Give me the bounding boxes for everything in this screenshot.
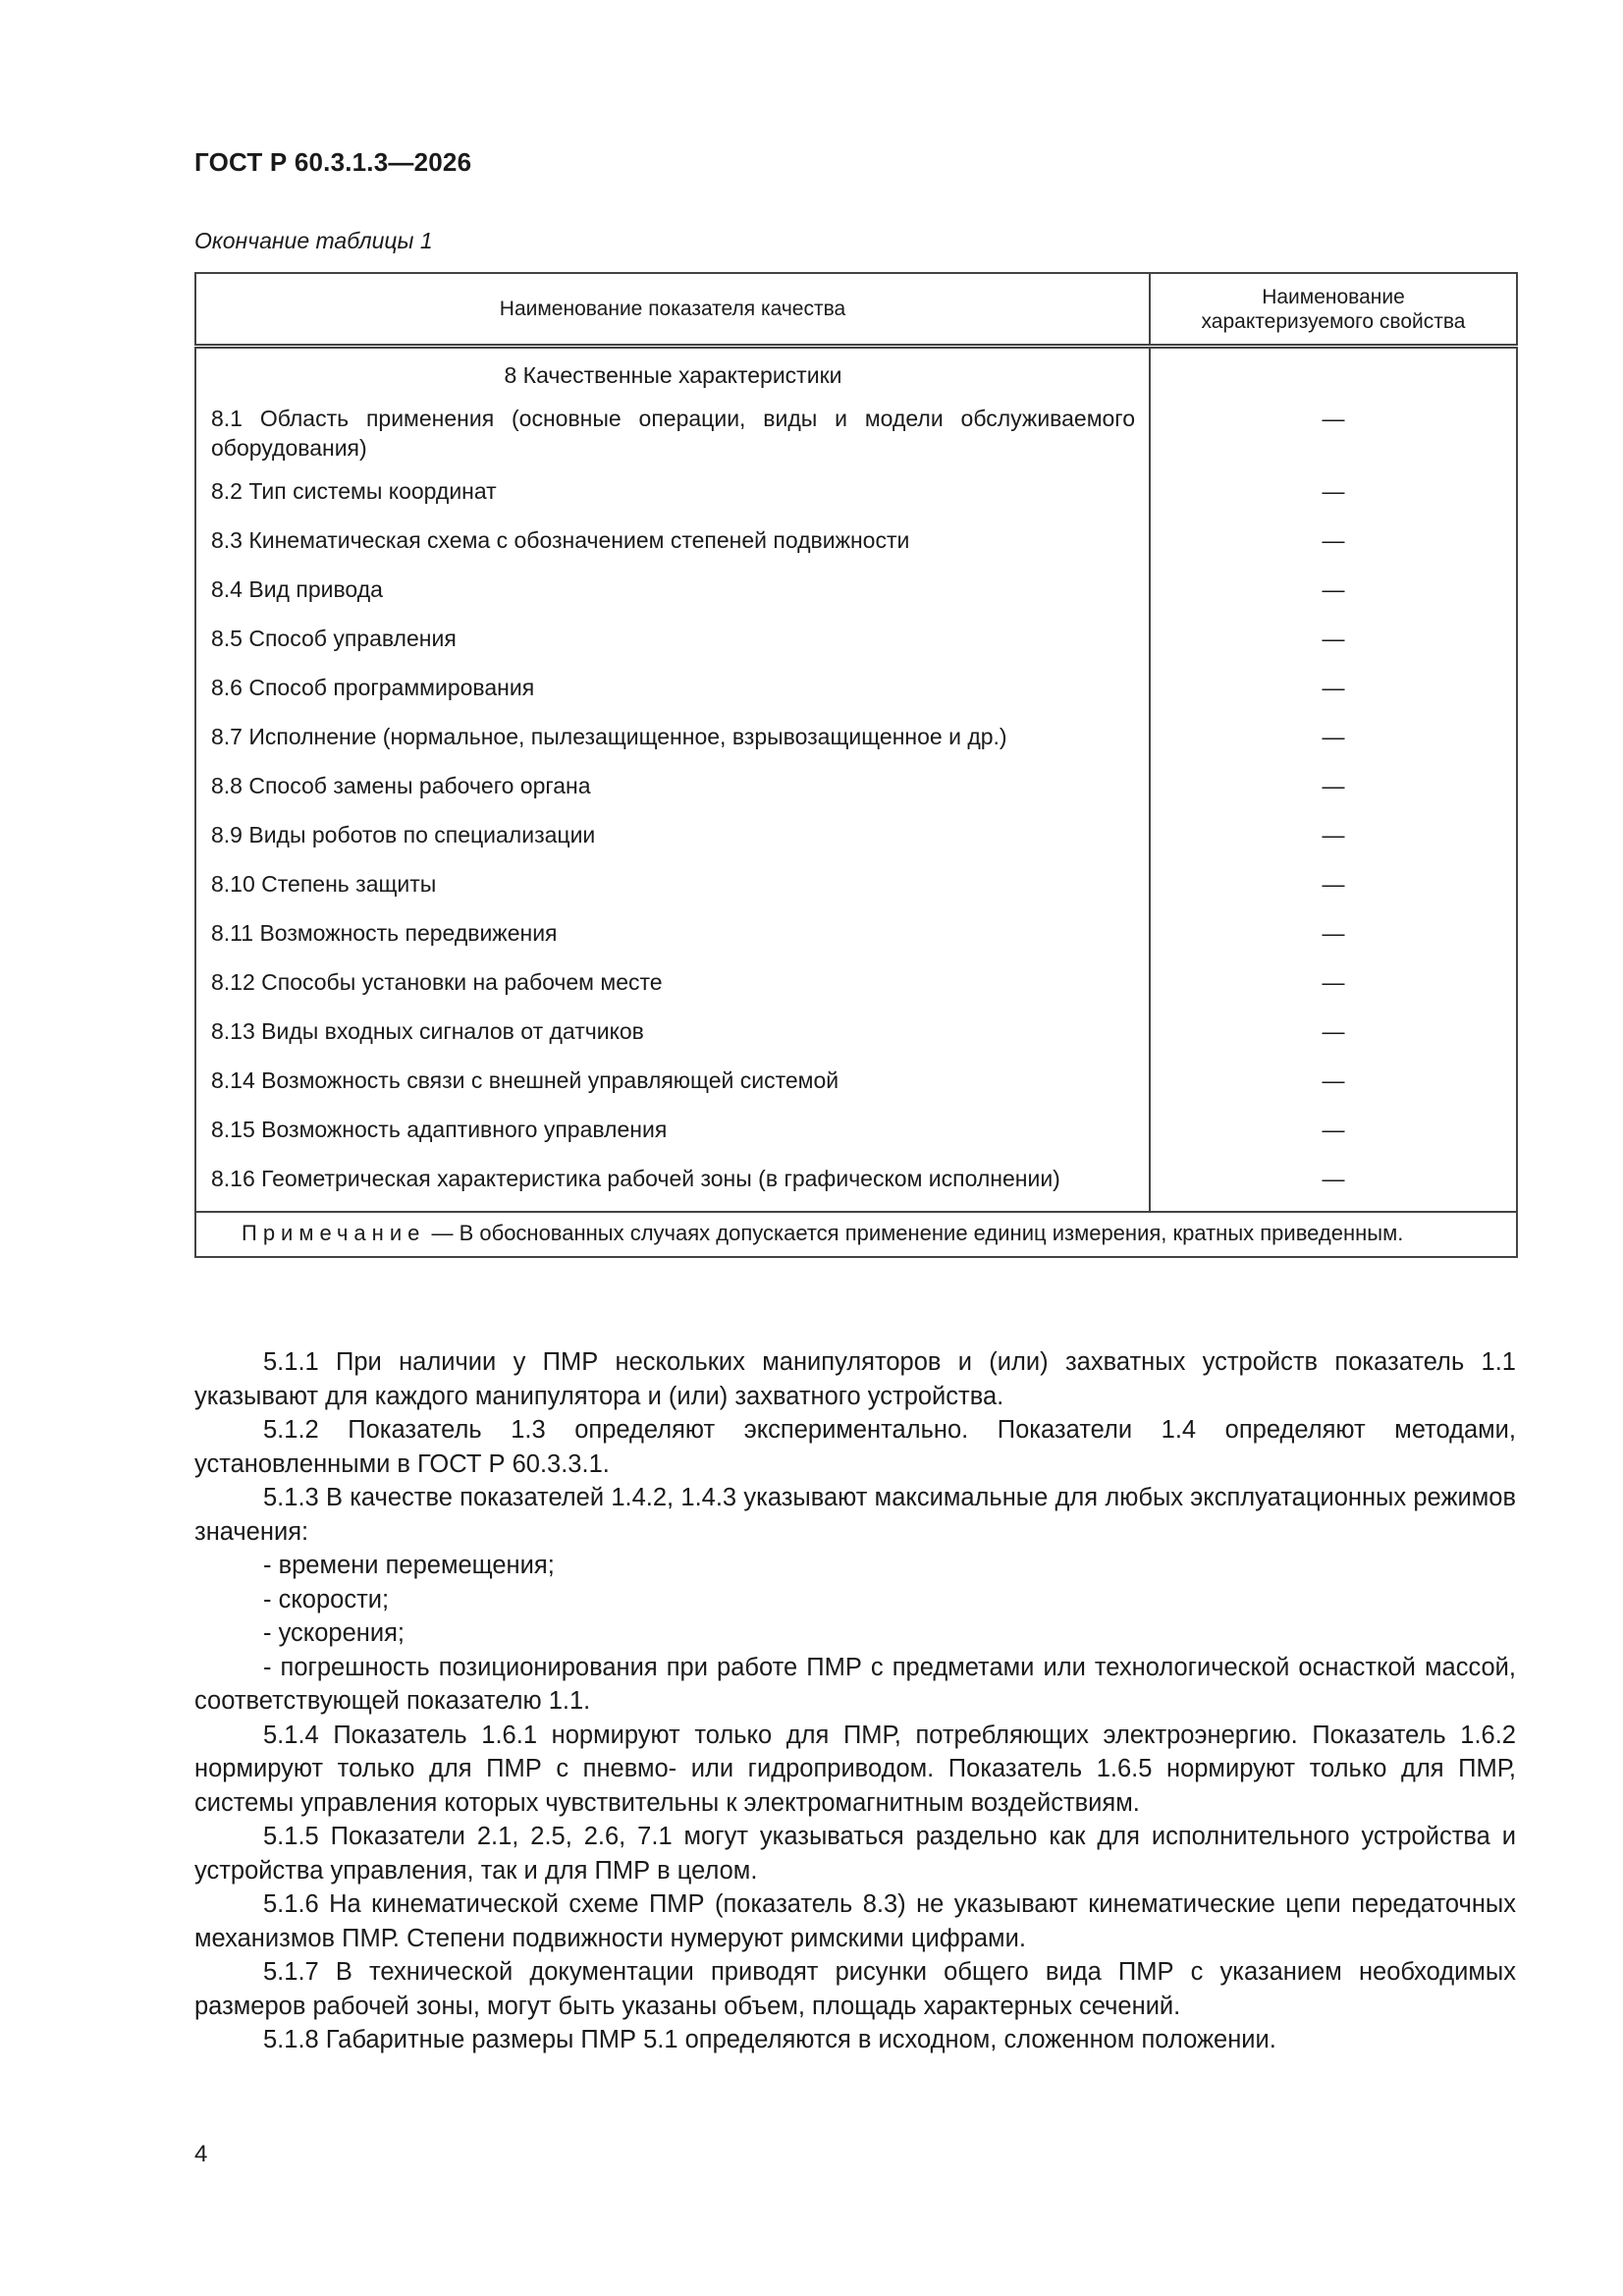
paragraph-5-1-1: 5.1.1 При наличии у ПМР нескольких манипуляторов и (или) захватных устройств показатель 1.1 указывают для каждого манипулятора и (или) захватного устройства. [194, 1348, 1516, 1410]
row-name: 8.1 Область применения (основные операции, виды и модели обслуживаемого оборудования) [195, 398, 1150, 470]
row-name: 8.13 Виды входных сигналов от датчиков [195, 1011, 1150, 1060]
table-row [195, 961, 1517, 1011]
column-header-property [1150, 273, 1517, 347]
row-value: — [1150, 470, 1517, 519]
row-value: — [1150, 765, 1517, 814]
row-name: 8.3 Кинематическая схема с обозначением степеней подвижности [195, 519, 1150, 569]
row-value: — [1150, 1158, 1517, 1212]
list-item: - времени перемещения; [263, 1552, 555, 1579]
paragraph-5-1-2: 5.1.2 Показатель 1.3 определяют экспериментально. Показатели 1.4 определяют методами, установленными в ГОСТ Р 60.3.3.1. [194, 1416, 1516, 1478]
table-row [195, 863, 1517, 912]
document-page [194, 0, 1516, 2296]
table-row [195, 1060, 1517, 1109]
row-value: — [1150, 1011, 1517, 1060]
paragraph-5-1-5: 5.1.5 Показатели 2.1, 2.5, 2.6, 7.1 могут указываться раздельно как для исполнительного устройства и устройства управления, так и для ПМР в целом. [194, 1823, 1516, 1885]
body-text [194, 1345, 1516, 2057]
table-row [195, 814, 1517, 863]
section-value-cell [1150, 347, 1517, 399]
row-value: — [1150, 814, 1517, 863]
table-row [195, 1011, 1517, 1060]
note-text: — В обоснованных случаях допускается применение единиц измерения, кратных приведенным. [425, 1221, 1404, 1245]
table-row [195, 1158, 1517, 1212]
row-value: — [1150, 1060, 1517, 1109]
table-row [195, 618, 1517, 667]
paragraph-5-1-3: 5.1.3 В качестве показателей 1.4.2, 1.4.3 указывают максимальные для любых эксплуатационных режимов значения: [194, 1484, 1516, 1546]
document-code: ГОСТ Р 60.3.1.3—2026 [194, 147, 472, 177]
row-value: — [1150, 912, 1517, 961]
row-value: — [1150, 398, 1517, 470]
row-value: — [1150, 961, 1517, 1011]
row-value: — [1150, 716, 1517, 765]
row-value: — [1150, 863, 1517, 912]
paragraph-5-1-8: 5.1.8 Габаритные размеры ПМР 5.1 определяются в исходном, сложенном положении. [263, 2026, 1276, 2053]
row-name: 8.7 Исполнение (нормальное, пылезащищенное, взрывозащищенное и др.) [195, 716, 1150, 765]
row-name: 8.9 Виды роботов по специализации [195, 814, 1150, 863]
table-row [195, 1109, 1517, 1158]
section-title: 8 Качественные характеристики [195, 347, 1150, 399]
row-name: 8.6 Способ программирования [195, 667, 1150, 716]
row-name: 8.10 Степень защиты [195, 863, 1150, 912]
row-name: 8.14 Возможность связи с внешней управляющей системой [195, 1060, 1150, 1109]
table-note-row [195, 1212, 1517, 1257]
column-header-property-line1: Наименование [1262, 285, 1405, 308]
table-row [195, 716, 1517, 765]
column-header-indicator: Наименование показателя качества [195, 273, 1150, 347]
row-name: 8.11 Возможность передвижения [195, 912, 1150, 961]
table-row [195, 519, 1517, 569]
note-label: Примечание [242, 1221, 426, 1245]
row-value: — [1150, 519, 1517, 569]
row-value: — [1150, 569, 1517, 618]
row-name: 8.2 Тип системы координат [195, 470, 1150, 519]
row-name: 8.16 Геометрическая характеристика рабочей зоны (в графическом исполнении) [195, 1158, 1150, 1212]
list-item: - скорости; [263, 1585, 390, 1613]
paragraph-5-1-6: 5.1.6 На кинематической схеме ПМР (показатель 8.3) не указывают кинематические цепи передаточных механизмов ПМР. Степени подвижности нумеруют римскими цифрами. [194, 1890, 1516, 1952]
table-row [195, 398, 1517, 470]
table-section-row [195, 347, 1517, 399]
row-name: 8.5 Способ управления [195, 618, 1150, 667]
page-number: 4 [194, 2141, 208, 2167]
row-value: — [1150, 618, 1517, 667]
table-row [195, 470, 1517, 519]
table-header-row [195, 273, 1517, 347]
table-row [195, 765, 1517, 814]
row-name: 8.15 Возможность адаптивного управления [195, 1109, 1150, 1158]
table-row [195, 667, 1517, 716]
paragraph-5-1-7: 5.1.7 В технической документации приводят рисунки общего вида ПМР с указанием необходимых размеров рабочей зоны, могут быть указаны объем, площадь характерных сечений. [194, 1958, 1516, 2020]
row-value: — [1150, 667, 1517, 716]
table-row [195, 569, 1517, 618]
table-row [195, 912, 1517, 961]
list-item: - погрешность позиционирования при работе ПМР с предметами или технологической оснасткой массой, соответствующей показателю 1.1. [194, 1653, 1516, 1715]
table-note [195, 1212, 1517, 1257]
quality-indicators-table [194, 272, 1518, 1258]
list-item: - ускорения; [263, 1619, 405, 1647]
row-name: 8.12 Способы установки на рабочем месте [195, 961, 1150, 1011]
column-header-property-line2: характеризуемого свойства [1201, 309, 1466, 333]
row-name: 8.8 Способ замены рабочего органа [195, 765, 1150, 814]
table-caption: Окончание таблицы 1 [194, 228, 433, 253]
paragraph-5-1-4: 5.1.4 Показатель 1.6.1 нормируют только для ПМР, потребляющих электроэнергию. Показатель 1.6.2 нормируют только для ПМР с пневмо- или гидроприводом. Показатель 1.6.5 нормируют только для ПМР, системы управления которых чувствительны к электромагнитным воздействиям. [194, 1721, 1516, 1817]
row-value: — [1150, 1109, 1517, 1158]
row-name: 8.4 Вид привода [195, 569, 1150, 618]
